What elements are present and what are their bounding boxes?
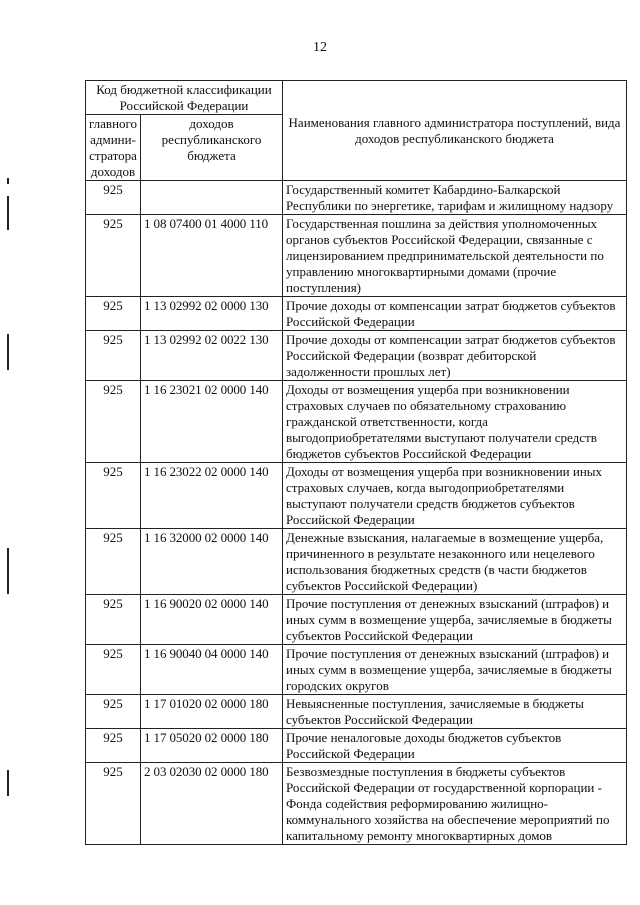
table-row: [86, 463, 627, 529]
income-code-cell: 1 16 90020 02 0000 140: [141, 595, 283, 645]
admin-code-cell: 925: [86, 181, 141, 215]
income-code-cell: 1 16 23022 02 0000 140: [141, 463, 283, 529]
admin-code-cell: 925: [86, 215, 141, 297]
admin-code-cell: 925: [86, 595, 141, 645]
name-cell: Прочие доходы от компенсации затрат бюджетов субъектов Российской Федерации (возврат дебиторской задолженности прошлых лет): [283, 331, 627, 381]
income-code-cell: 1 17 01020 02 0000 180: [141, 695, 283, 729]
admin-code-cell: 925: [86, 729, 141, 763]
table-row: [86, 215, 627, 297]
table-row: [86, 595, 627, 645]
admin-code-cell: 925: [86, 763, 141, 845]
name-cell: Доходы от возмещения ущерба при возникновении иных страховых случаев, когда выгодоприобретателями выступают получатели средств бюджетов субъектов Российской Федерации: [283, 463, 627, 529]
admin-code-cell: 925: [86, 529, 141, 595]
margin-mark: [7, 334, 9, 370]
margin-mark: [7, 770, 9, 796]
income-code-cell: 1 13 02992 02 0000 130: [141, 297, 283, 331]
name-cell: Безвозмездные поступления в бюджеты субъектов Российской Федерации от государственной корпорации - Фонда содействия реформированию жилищно-коммунального хозяйства на обеспечение мероприятий по капитальному ремонту многоквартирных домов: [283, 763, 627, 845]
income-code-cell: 1 16 32000 02 0000 140: [141, 529, 283, 595]
income-code-cell: 1 16 90040 04 0000 140: [141, 645, 283, 695]
name-cell: Невыясненные поступления, зачисляемые в бюджеты субъектов Российской Федерации: [283, 695, 627, 729]
admin-code-cell: 925: [86, 297, 141, 331]
admin-code-cell: 925: [86, 381, 141, 463]
admin-code-cell: 925: [86, 645, 141, 695]
page-number: 12: [313, 40, 327, 55]
name-cell: Прочие доходы от компенсации затрат бюджетов субъектов Российской Федерации: [283, 297, 627, 331]
table-row: [86, 331, 627, 381]
margin-mark: [7, 178, 9, 184]
header-income-code: доходов республиканского бюджета: [141, 115, 283, 181]
table-row: [86, 381, 627, 463]
name-cell: Прочие поступления от денежных взысканий (штрафов) и иных сумм в возмещение ущерба, зачисляемые в бюджеты субъектов Российской Федерации: [283, 595, 627, 645]
income-code-cell: 1 13 02992 02 0022 130: [141, 331, 283, 381]
table-row: [86, 181, 627, 215]
header-name: Наименования главного администратора поступлений, вида доходов республиканского бюджета: [283, 81, 627, 181]
admin-code-cell: 925: [86, 695, 141, 729]
admin-code-cell: 925: [86, 331, 141, 381]
income-code-cell: 2 03 02030 02 0000 180: [141, 763, 283, 845]
table-row: [86, 729, 627, 763]
name-cell: Денежные взыскания, налагаемые в возмещение ущерба, причиненного в результате незаконного или нецелевого использования бюджетных средств (в части бюджетов субъектов Российской Федерации): [283, 529, 627, 595]
header-classification-code: Код бюджетной классификации Российской Федерации: [86, 81, 283, 115]
name-cell: Государственный комитет Кабардино-Балкарской Республики по энергетике, тарифам и жилищному надзору: [283, 181, 627, 215]
income-code-cell: 1 17 05020 02 0000 180: [141, 729, 283, 763]
margin-mark: [7, 548, 9, 594]
name-cell: Государственная пошлина за действия уполномоченных органов субъектов Российской Федерации, связанные с лицензированием предпринимательской деятельности по управлению многоквартирными домами (прочие поступления): [283, 215, 627, 297]
income-code-cell: 1 16 23021 02 0000 140: [141, 381, 283, 463]
budget-classification-table: [85, 80, 627, 845]
margin-mark: [7, 196, 9, 230]
table-row: [86, 529, 627, 595]
table-row: [86, 645, 627, 695]
table-row: [86, 763, 627, 845]
name-cell: Доходы от возмещения ущерба при возникновении страховых случаев по обязательному страхованию гражданской ответственности, когда выгодоприобретателями выступают получатели средств бюджетов субъектов Российской Федерации: [283, 381, 627, 463]
name-cell: Прочие поступления от денежных взысканий (штрафов) и иных сумм в возмещение ущерба, зачисляемые в бюджеты городских округов: [283, 645, 627, 695]
name-cell: Прочие неналоговые доходы бюджетов субъектов Российской Федерации: [283, 729, 627, 763]
income-code-cell: [141, 181, 283, 215]
header-admin-code: главного админи-стратора доходов: [86, 115, 141, 181]
table-row: [86, 695, 627, 729]
income-code-cell: 1 08 07400 01 4000 110: [141, 215, 283, 297]
table-row: [86, 297, 627, 331]
admin-code-cell: 925: [86, 463, 141, 529]
